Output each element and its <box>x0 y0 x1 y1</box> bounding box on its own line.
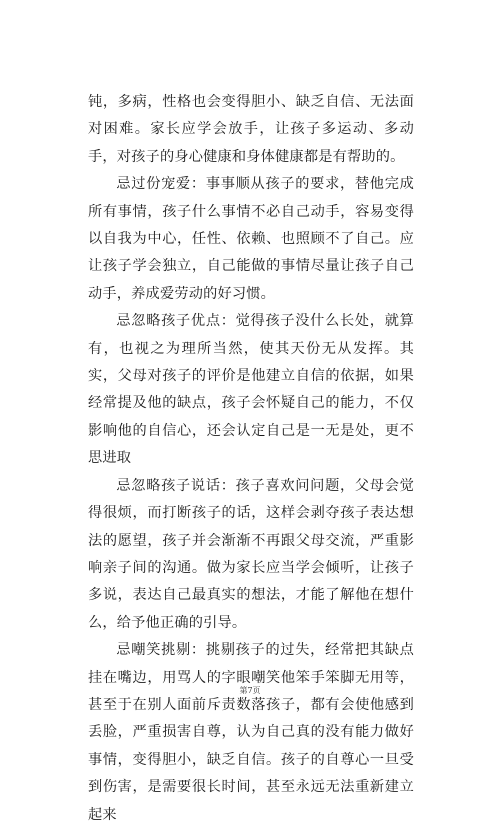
paragraph-2: 忌过份宠爱：事事顺从孩子的要求，替他完成所有事情，孩子什么事情不必自己动手，容易变得以自我为中心，任性、依赖、也照顾不了自己。应让孩子学会独立，自己能做的事情尽量让孩子自己动手，养成爱劳动的好习惯。 <box>88 176 414 302</box>
paragraph-1: 钝，多病，性格也会变得胆小、缺乏自信、无法面对困难。家长应学会放手，让孩子多运动、多动手，对孩子的身心健康和身体健康都是有帮助的。 <box>88 94 414 165</box>
paragraph-4: 忌忽略孩子说话：孩子喜欢问问题，父母会觉得很烦，而打断孩子的话，这样会剥夺孩子表达想法的愿望，孩子并会渐渐不再跟父母交流，严重影响亲子间的沟通。做为家长应当学会倾听，让孩子多说，表达自己最真实的想法，才能了解他在想什么，给予他正确的引导。 <box>88 477 414 631</box>
paragraph-5: 忌嘲笑挑剔：挑剔孩子的过失，经常把其缺点挂在嘴边，用骂人的字眼嘲笑他笨手笨脚无用等，甚至于在别人面前斥责数落孩子，都有会使他感到丢脸，严重损害自尊，认为自己真的没有能力做好事情，变得胆小，缺乏自信。孩子的自尊心一旦受到伤害，是需要很长时间，甚至永远无法重新建立起来 <box>88 642 414 823</box>
page-number: 第7页 <box>239 686 261 695</box>
paragraph-3: 忌忽略孩子优点：觉得孩子没什么长处，就算有，也视之为理所当然，使其天份无从发挥。其实，父母对孩子的评价是他建立自信的依据，如果经常提及他的缺点，孩子会怀疑自己的能力，不仅影响他的自信心，还会认定自己是一无是处，更不思进取 <box>88 313 414 467</box>
body-text <box>88 89 414 829</box>
